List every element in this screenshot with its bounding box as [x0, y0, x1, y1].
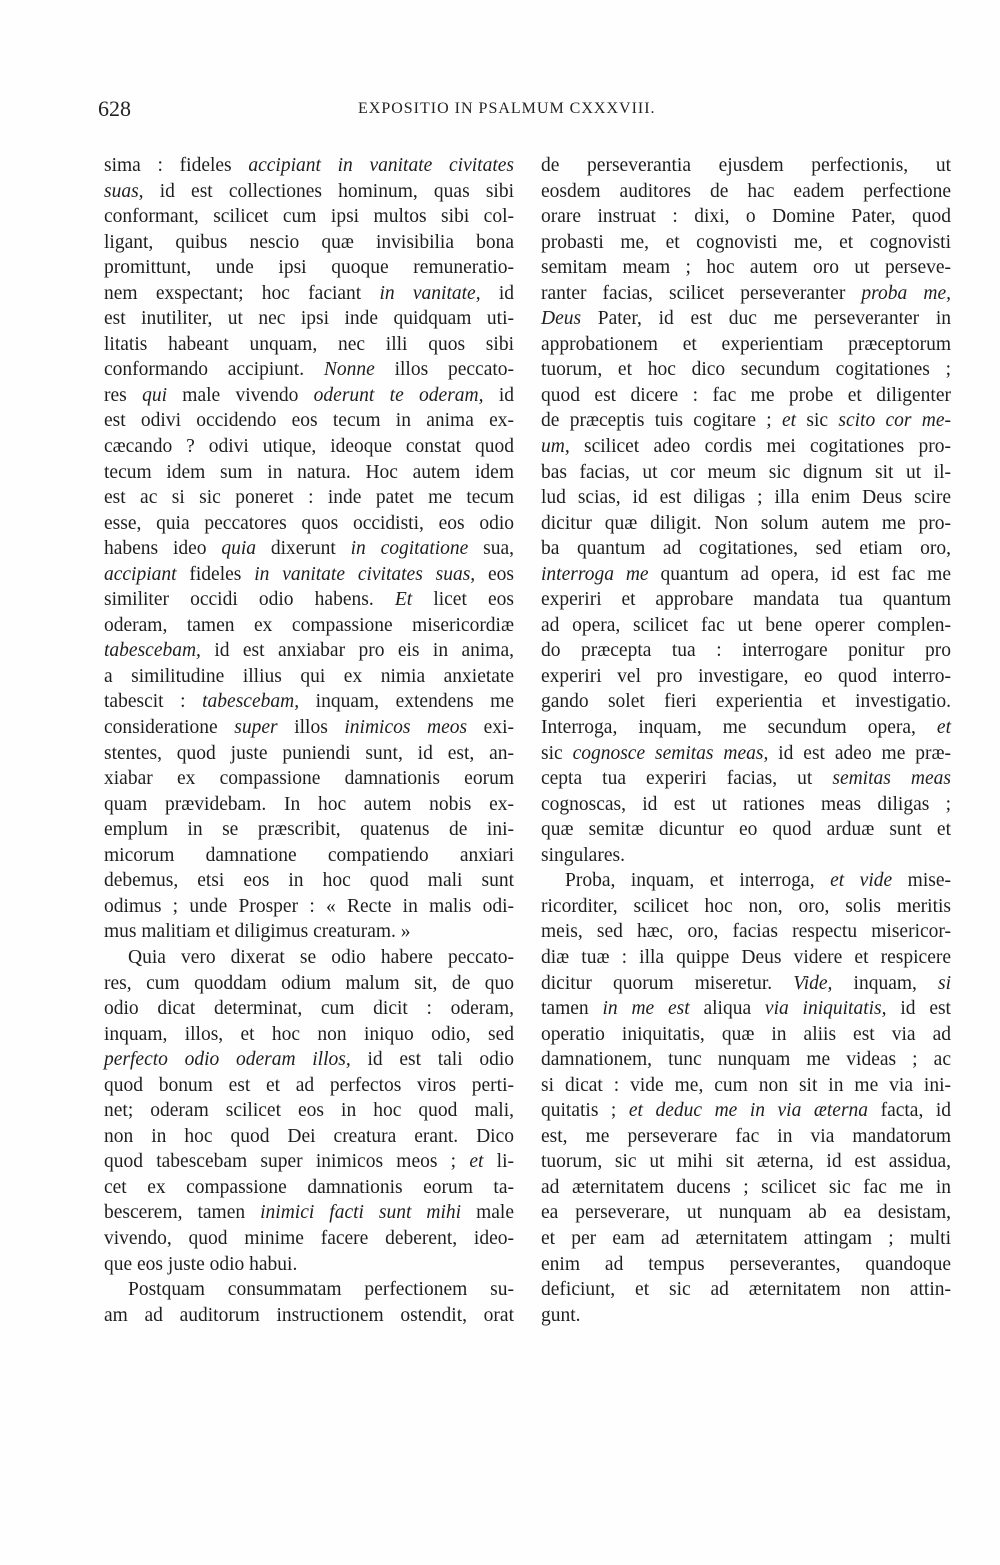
text-line: lud scias, id est diligas ; illa enim Deus scire: [541, 487, 951, 509]
text-line: Quia vero dixerat se odio habere peccato-: [128, 946, 514, 968]
text-line: Deus Pater, id est duc me perseveranter in: [541, 308, 951, 330]
text-line: inquam, illos, et hoc non iniquo odio, sed: [104, 1023, 514, 1045]
left-column: [104, 153, 514, 1328]
page-header: [98, 96, 700, 130]
text-line: suas, id est collectiones hominum, quas sibi: [104, 180, 514, 202]
text-line: eosdem auditores de hac eadem perfectione: [541, 180, 951, 202]
text-line: debemus, etsi eos in hoc quod mali sunt: [104, 870, 514, 892]
text-line: gunt.: [541, 1304, 581, 1326]
text-line: et per eam ad æternitatem attingam ; multi: [541, 1227, 951, 1249]
text-line: operatio iniquitatis, quæ in aliis est via ad: [541, 1023, 951, 1045]
text-line: Proba, inquam, et interroga, et vide mise-: [565, 870, 951, 892]
text-line: experiri vel pro investigare, eo quod interro-: [541, 665, 951, 687]
text-line: est, me perseverare fac in via mandatorum: [541, 1125, 951, 1147]
text-line: res, cum quoddam odium malum sit, de quo: [104, 972, 514, 994]
text-line: odimus ; unde Prosper : « Recte in malis odi-: [104, 895, 514, 917]
text-line: sic cognosce semitas meas, id est adeo me præ-: [541, 742, 951, 764]
text-line: tabescebam, id est anxiabar pro eis in anima,: [104, 640, 514, 662]
text-line: quæ semitæ dicuntur eo quod arduæ sunt et: [541, 819, 951, 841]
text-line: semitam meam ; hoc autem oro ut perseve-: [541, 257, 951, 279]
text-line: experiri et approbare mandata tua quantum: [541, 589, 951, 611]
text-line: um, scilicet adeo cordis mei cogitationes pro-: [541, 436, 951, 458]
text-line: enim ad tempus perseverantes, quandoque: [541, 1253, 951, 1275]
text-line: conformando accipiunt. Nonne illos peccato-: [104, 359, 515, 381]
text-line: tecum idem sum in natura. Hoc autem idem: [104, 461, 514, 483]
text-line: ba quantum ad cogitationes, sed etiam oro,: [541, 538, 951, 560]
text-line: tabescit : tabescebam, inquam, extendens me: [104, 691, 514, 713]
text-line: promittunt, unde ipsi quoque remuneratio-: [104, 257, 514, 279]
text-line: am ad auditorum instructionem ostendit, orat: [104, 1304, 514, 1326]
text-line: Postquam consummatam perfectionem su-: [128, 1279, 514, 1301]
text-line: si dicat : vide me, cum non sit in me via ini-: [541, 1074, 951, 1096]
text-line: perfecto odio oderam illos, id est tali odio: [104, 1049, 515, 1071]
text-line: nem exspectant; hoc faciant in vanitate, id: [104, 282, 515, 304]
text-line: quod bonum est et ad perfectos viros perti-: [104, 1074, 514, 1096]
text-line: quitatis ; et deduc me in via æterna facta, id: [541, 1100, 952, 1122]
text-line: que eos juste odio habui.: [104, 1253, 298, 1275]
text-line: ranter facias, scilicet perseveranter proba me,: [541, 282, 951, 304]
text-line: emplum in se præscribit, quatenus de ini-: [104, 819, 514, 841]
text-line: oderam, tamen ex compassione misericordiæ: [104, 614, 514, 636]
text-line: vivendo, quod minime facere deberent, ideo-: [104, 1227, 514, 1249]
text-line: de præceptis tuis cogitare ; et sic scito cor me-: [541, 410, 952, 432]
text-line: quam prævidebam. In hoc autem nobis ex-: [104, 793, 514, 815]
text-line: cognoscas, id est ut rationes meas diligas ;: [541, 793, 951, 815]
text-line: cepta tua experiri facias, ut semitas meas: [541, 768, 951, 790]
text-line: habens ideo quia dixerunt in cogitatione sua,: [104, 538, 515, 560]
text-line: a similitudine illius qui ex nimia anxietate: [104, 665, 514, 687]
text-line: bas facias, ut cor meum sic dignum sit ut il-: [541, 461, 951, 483]
text-line: conformant, scilicet cum ipsi multos sibi col-: [104, 206, 514, 228]
text-line: orare instruat : dixi, o Domine Pater, quod: [541, 206, 951, 228]
text-line: non in hoc quod Dei creatura erant. Dico: [104, 1125, 514, 1147]
text-line: esse, quia peccatores quos occidisti, eos odio: [104, 512, 514, 534]
running-head: EXPOSITIO IN PSALMUM CXXXVIII.: [358, 100, 656, 117]
text-line: litatis habeant unquam, nec illi quos sibi: [104, 333, 514, 355]
text-line: est ac si sic poneret : inde patet me tecum: [104, 487, 514, 509]
text-line: cet ex compassione damnationis eorum ta-: [104, 1176, 514, 1198]
text-line: mus malitiam et diligimus creaturam. »: [104, 921, 411, 943]
text-line: est odivi occidendo eos tecum in anima ex-: [104, 410, 514, 432]
text-line: bescerem, tamen inimici facti sunt mihi male: [104, 1202, 514, 1224]
text-line: Interroga, inquam, me secundum opera, et: [541, 717, 951, 739]
text-line: xiabar ex compassione damnationis eorum: [104, 768, 514, 790]
right-column: [541, 153, 951, 1328]
text-line: ad æternitatem ducens ; scilicet sic fac me in: [541, 1176, 951, 1198]
text-line: quod est dicere : fac me probe et diligenter: [541, 384, 951, 406]
text-line: similiter occidi odio habens. Et licet eos: [104, 589, 514, 611]
text-line: ligant, quibus nescio quæ invisibilia bona: [104, 231, 514, 253]
text-line: tamen in me est aliqua via iniquitatis, id est: [541, 998, 951, 1020]
text-line: damnationem, tunc nunquam me videas ; ac: [541, 1049, 951, 1071]
text-line: approbationem et experientiam præceptorum: [541, 333, 951, 355]
text-line: res qui male vivendo oderunt te oderam, id: [104, 384, 514, 406]
text-line: ad opera, scilicet fac ut bene operer complen-: [541, 614, 951, 636]
text-line: tuorum, et hoc dico secundum cogitationes ;: [541, 359, 951, 381]
text-line: stentes, quod juste puniendi sunt, id est, an-: [104, 742, 514, 764]
text-line: de perseverantia ejusdem perfectionis, ut: [541, 155, 951, 176]
text-line: ricorditer, scilicet hoc non, oro, solis meritis: [541, 895, 951, 917]
text-line: interroga me quantum ad opera, id est fac me: [541, 563, 951, 585]
text-line: singulares.: [541, 844, 625, 866]
page-number: 628: [98, 96, 131, 121]
text-line: accipiant fideles in vanitate civitates suas, eos: [104, 563, 514, 585]
text-line: dicitur quæ diligit. Non solum autem me pro-: [541, 512, 951, 534]
text-line: sima : fideles accipiant in vanitate civitates: [104, 155, 514, 176]
text-line: deficiunt, et sic ad æternitatem non attin-: [541, 1279, 951, 1301]
text-line: net; oderam scilicet eos in hoc quod mali,: [104, 1100, 514, 1122]
text-line: cæcando ? odivi utique, ideoque constat quod: [104, 436, 514, 458]
text-line: dicitur quorum miseretur. Vide, inquam, si: [541, 972, 951, 994]
text-line: probasti me, et cognovisti me, et cognovisti: [541, 231, 951, 253]
text-line: est inutiliter, ut nec ipsi inde quidquam uti-: [104, 308, 514, 330]
text-line: consideratione super illos inimicos meos exi-: [104, 717, 514, 739]
text-line: gando solet fieri experientia et investigatio.: [541, 691, 951, 713]
text-line: diæ tuæ : illa quippe Deus videre et respicere: [541, 946, 951, 968]
text-line: meis, sed hæc, oro, facias respectu misericor-: [541, 921, 951, 943]
text-line: odio dicat determinat, cum dicit : oderam,: [104, 998, 514, 1020]
text-line: ea perseverare, ut nunquam ab ea desistam,: [541, 1202, 951, 1224]
text-line: quod tabescebam super inimicos meos ; et li-: [104, 1151, 514, 1173]
text-line: tuorum, sic ut mihi sit æterna, id est assidua,: [541, 1151, 951, 1173]
text-line: do præcepta tua : interrogare ponitur pro: [541, 640, 951, 662]
text-line: micorum damnatione compatiendo anxiari: [104, 844, 514, 866]
